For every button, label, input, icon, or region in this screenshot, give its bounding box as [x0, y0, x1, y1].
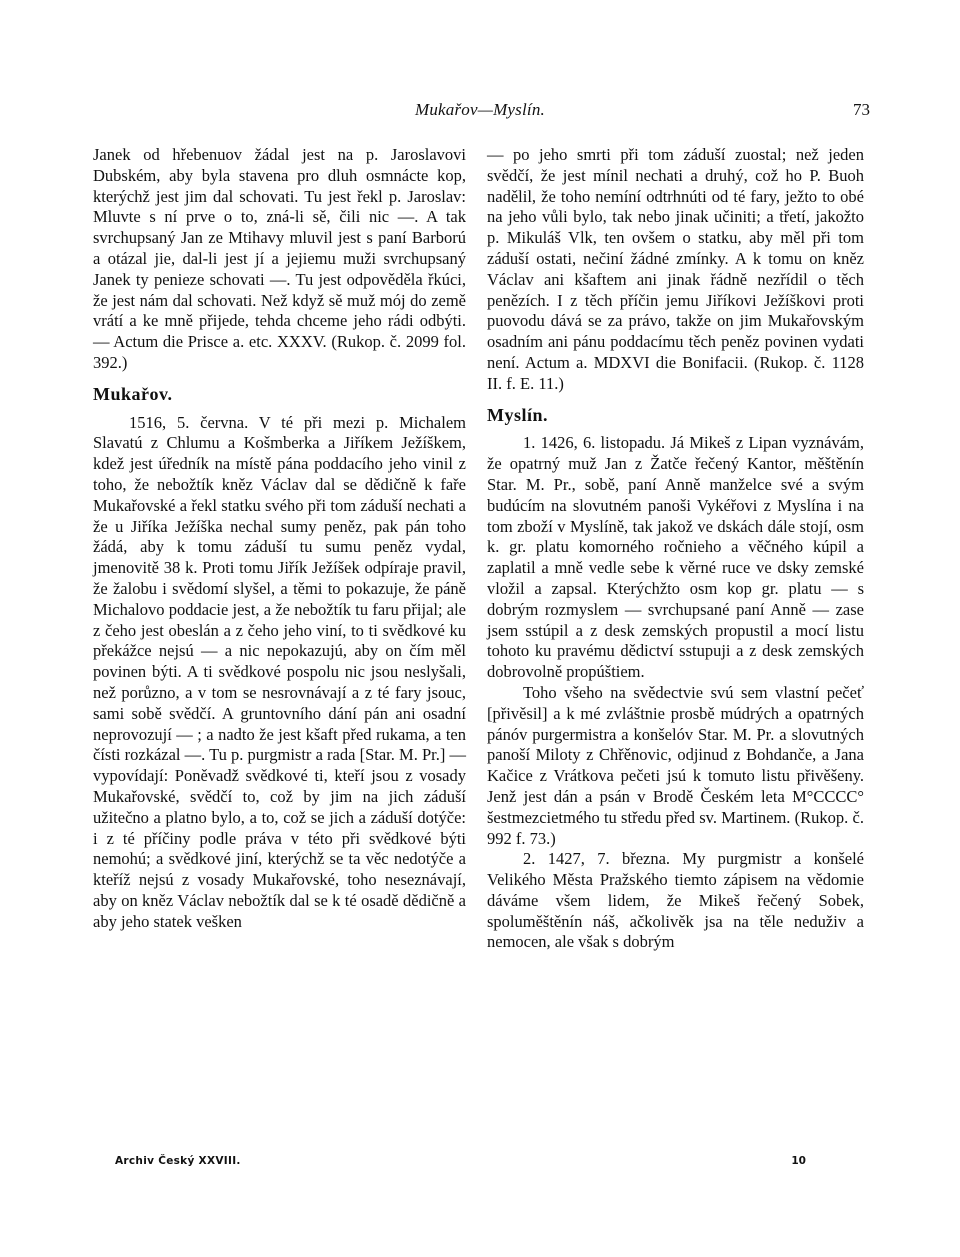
page-header [90, 100, 870, 124]
paragraph: 1. 1426, 6. listopadu. Já Mikeš z Lipan vyznávám, že opatrný muž Jan z Žatče řečený Kantor, měštěnín Star. M. Pr., sobě, paní Anně manželce své a svým budúcím na slovutném panoši Vykéřovi z Myslína i na tom zboží v Myslíně, tak jakož ve dskách dále stojí, osm k. gr. platu komorného ročnieho a věčného kúpil a zaplatil a mně vedle sebe k věrné ruce ve dsky zemské vložil a zapsal. Kterýchžto osm kop gr. platu — s dobrým rozmyslem — svrchupsané paní Anně — zase jsem sstúpil a z desk zemských propustil a mocí listu tohoto ku pravému dědictví sstupuji a z desk zemských dobrovolně propúštiem. [487, 433, 864, 682]
paragraph: — po jeho smrti při tom záduší zuostal; než jeden svědčí, že jest mínil nechati a druhý, což ho P. Buoh nadělil, že toho nemíní odtrhnúti od té fary, ježto to obé na jeho vůli bylo, tak nebo jinak učiniti; a třetí, jakožto p. Mikuláš Vlk, ten ovšem o statku, aby měl při tom záduší ostati, nečiní žádné zmínky. A k tomu on kněz Václav ani kšaftem ani jinak řádně nezřídil o těch penězích. I z těch příčin jemu Jiříkovi Ježíškovi proti puovodu dává se za právo, takže on jim Mukařovským osadním ani pánu poddacímu těch peněz povinen vydati není. Actum a. MDXVI die Bonifacii. (Rukop. č. 1128 II. f. E. 11.) [487, 145, 864, 393]
section-heading: Mukařov. [93, 383, 173, 404]
paragraph: 1516, 5. června. V té při mezi p. Michalem Slavatú z Chlumu a Košmberka a Jiříkem Ježíškem, kdež jest úředník na místě pána poddacího jeho vinil z toho, že nebožtík kněz Václav dal se dědičně k faře Mukařovské a řekl statku svého při tom záduší nechati a že u Jiříka Ježíška nechal sumy peněz, pak pán toho žádá, aby k tomu záduší tu sumu peněz vydal, jmenovitě 38 k. Proti tomu Jiřík Ježíšek odpíraje pravil, že žalobu i svědomí slyšel, a těmi to pokazuje, že páně Michalovo poddacie jest, a že nebožtík tu faru přijal; ale z čeho jest obeslán a z čeho jeho viní, to ti svědkové ku překážce nejsú — a nic nepokazujú, aby on čím měl povinen býti. A ti svědkové pospolu nic jsou neslyšali, než porůzno, a v tom se nesrovnávají a z té fary jsouc, sami sobě svědčí. A gruntovního dání pán ani osadní neprovozují — ; a nadto že jest kšaft před rukama, a ten čísti rozkázal —. Tu p. purgmistr a rada [Star. M. Pr.] — vypovídají: Poněvadž svědkové ti, kteří jsou z vosady Mukařovské, svědčí to, což by jim na jich záduší užitečno a platno bylo, a to, což se jich a záduší dotýče: i z té příčiny podle práva v této při svědkové býti nemohú; a svědkové jiní, kterýchž se ta věc nedotýče a kteříž nejsú z vosady Mukařovské, toho neseznávají, aby on kněz Václav nebožtík dal se k té osadě dědičně a aby jeho statek vešken [93, 412, 466, 931]
signature-mark: Archiv Český XXVIII. [115, 1155, 241, 1167]
paragraph: 2. 1427, 7. března. My purgmistr a konšelé Velikého Města Pražského tiemto zápisem na vědomie dáváme všem lidem, že Mikeš řečený Sobek, spoluměštěnín náš, ačkolivěk jsa na těle neduživ a nemocen, ale však s dobrým [487, 849, 864, 952]
paragraph: Janek od hřebenuov žádal jest na p. Jaroslavovi Dubském, aby byla stavena pro dluh osmnácte kop, kterýchž jest jim dal schovati. Tu jest řekl p. Jaroslav: Mluvte s ní prve o to, zná-li sě, čili nic —. A tak svrchupsaný Jan ze Mtihavy mluvil jest s paní Barború a otázal jie, dal-li jest jí a jejiemu muži svrchupsaný Janek ty penieze schovati —. Tu jest odpověděla řkúci, že jest nám dal schovati. Než když sě muž mój do země vrátí a ke mně přijede, tehda chceme jeho rádi odbýti. — Actum die Prisce a. etc. XXXV. (Rukop. č. 2099 fol. 392.) [93, 145, 466, 372]
page-footer [93, 1155, 806, 1173]
signature-number: 10 [791, 1155, 806, 1167]
left-column [93, 145, 466, 932]
section-heading: Myslín. [487, 404, 549, 425]
paragraph: Toho všeho na svědectvie svú sem vlastní pečeť [přivěsil] a k mé zvláštnie prosbě múdrých a opatrných pánóv purgermistra a konšelóv Star. M. Pr. a slovutných panoší Miloty z Chřěnovic, odjinud z Bohdanče, a Jana Kačice z Vrátkova pečeti jsú k tomuto listu přivěšeny. Jenž jest dán a psán v Brodě Českém leta M°CCCC° šestmezcietmého tu středu před sv. Martinem. (Rukop. č. 992 f. 73.) [487, 682, 864, 848]
right-column [487, 145, 864, 953]
page-number: 73 [853, 100, 870, 119]
running-title: Mukařov—Myslín. [414, 100, 545, 119]
